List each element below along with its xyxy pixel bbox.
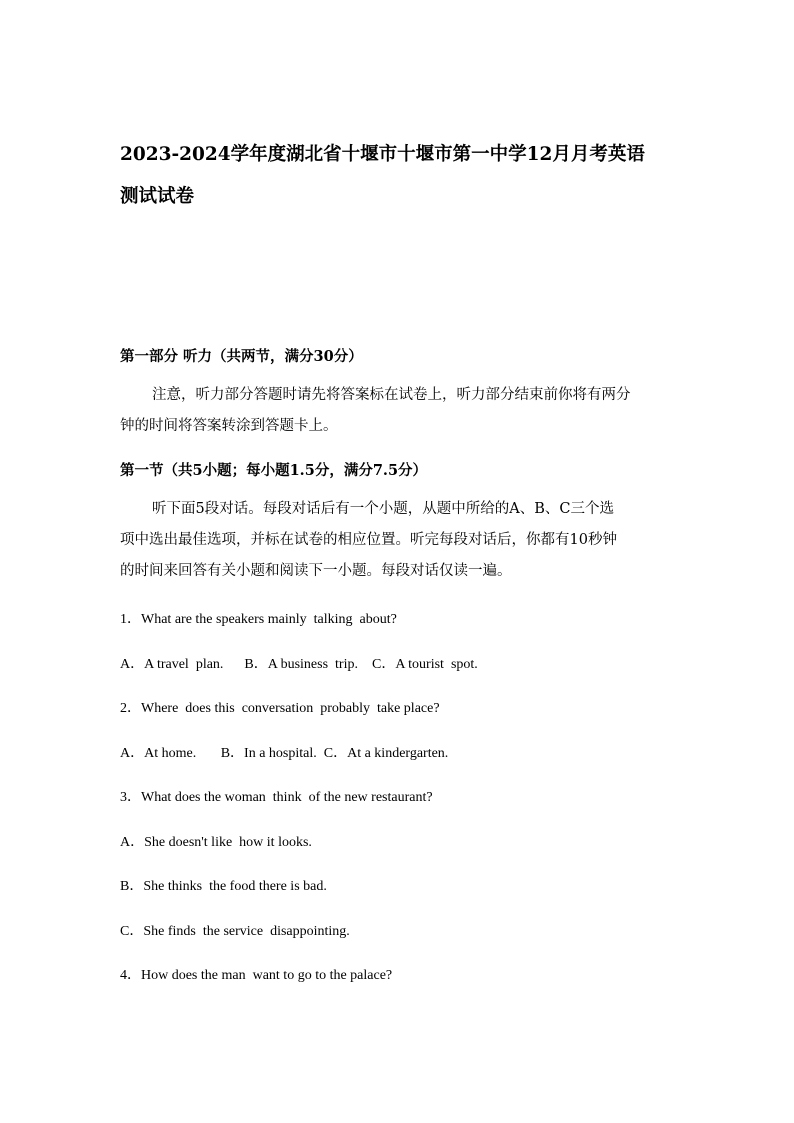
section-one-heading: 第一节（共5小题；每小题1.5分，满分7.5分） [120,462,428,479]
question-3-option-a: A．She doesn't like how it looks. [120,835,312,850]
exam-title-line-2: 测试试卷 [120,186,195,207]
question-1-stem: 1．What are the speakers mainly talking about? [120,612,397,627]
instructions-line-3: 的时间来回答有关小题和阅读下一小题。每段对话仅读一遍。 [120,563,512,579]
question-3-option-c: C．She finds the service disappointing. [120,924,350,939]
question-1-options: A．A travel plan. B．A business trip. C．A tourist spot. [120,657,478,672]
question-3-option-b: B．She thinks the food there is bad. [120,879,327,894]
question-3-stem: 3．What does the woman think of the new restaurant? [120,790,433,805]
question-4-stem: 4．How does the man want to go to the palace? [120,968,393,983]
instructions-line-1: 听下面5段对话。每段对话后有一个小题，从题中所给的A、B、C三个选 [152,501,614,517]
part-one-heading: 第一部分 听力（共两节，满分30分） [120,348,363,365]
listening-note-line-2: 钟的时间将答案转涂到答题卡上。 [120,418,338,434]
question-2-stem: 2．Where does this conversation probably take place? [120,701,440,716]
instructions-line-2: 项中选出最佳选项，并标在试卷的相应位置。听完每段对话后，你都有10秒钟 [120,532,617,548]
exam-title [120,134,680,218]
exam-title-line-1: 2023-2024学年度湖北省十堰市十堰市第一中学12月月考英语 [120,144,645,165]
question-2-options: A．At home. B．In a hospital. C．At a kindergarten. [120,746,449,761]
listening-note [120,380,680,442]
section-one-instructions [120,494,680,587]
listening-note-line-1: 注意，听力部分答题时请先将答案标在试卷上，听力部分结束前你将有两分 [152,387,631,403]
